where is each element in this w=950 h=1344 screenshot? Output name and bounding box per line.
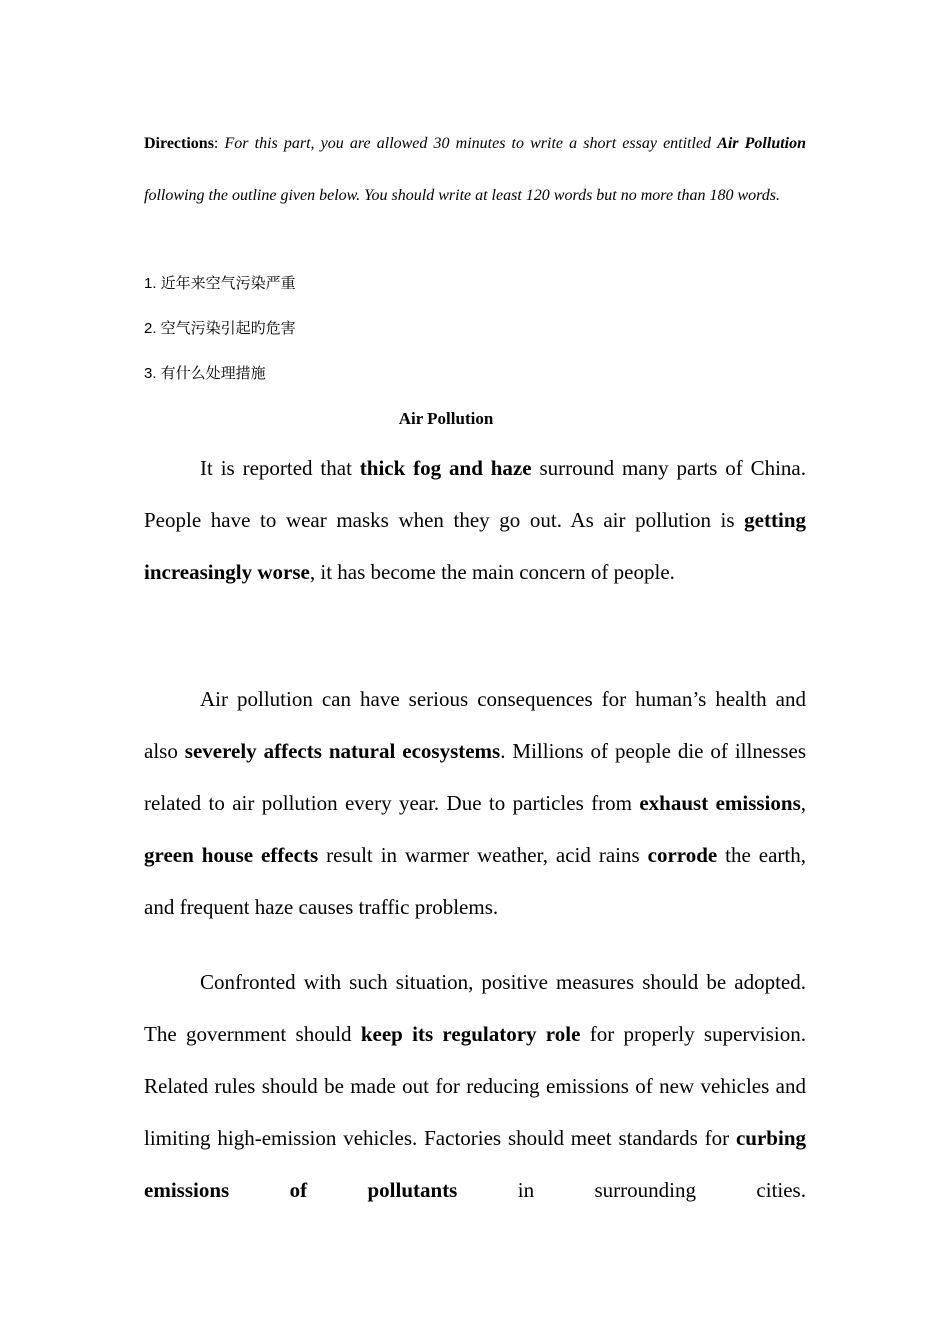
paragraph-text: , [800, 791, 806, 815]
paragraph-text: It is reported that [200, 456, 360, 480]
highlighted-phrase: getting increasingly worse [144, 508, 806, 584]
directions-block [144, 118, 806, 222]
paragraph-text: the earth, and frequent haze causes traffic problems. [144, 843, 807, 919]
highlighted-phrase: exhaust emissions [639, 791, 801, 815]
outline-item-1: 1. 近年来空气污染严重 [144, 275, 296, 292]
paragraph-text: in surrounding cities. [457, 1178, 806, 1202]
essay-paragraph-3 [144, 956, 806, 1216]
directions-label: Directions [144, 135, 214, 152]
paragraph-text: Confronted with such situation, positive measures should be adopted. The government should [144, 970, 806, 1046]
paragraph-text: Air pollution can have serious consequences for human’s health and also [144, 687, 806, 763]
essay-paragraph-2 [144, 673, 806, 933]
paragraph-text: , it has become the main concern of people. [309, 560, 675, 584]
directions-essay-title: Air Pollution [717, 135, 807, 152]
highlighted-phrase: green house effects [144, 843, 319, 867]
directions-text-continued: following the outline given below. You should write at least 120 words but no more than 180 words. [144, 187, 781, 204]
essay-title: Air Pollution [398, 409, 494, 428]
outline-item-3: 3. 有什么处理措施 [144, 365, 266, 382]
paragraph-text: for properly supervision. Related rules should be made out for reducing emissions of new vehicles and limiting high-emission vehicles. Factories should meet standards for [144, 1022, 806, 1150]
paragraph-text: surround many parts of China. People have to wear masks when they go out. As air pollution is [144, 456, 806, 532]
highlighted-phrase: keep its regulatory role [360, 1022, 581, 1046]
outline-item-2: 2. 空气污染引起旳危害 [144, 320, 296, 337]
directions-separator: : [213, 135, 225, 152]
highlighted-phrase: corrode [647, 843, 718, 867]
directions-text: For this part, you are allowed 30 minutes to write a short essay entitled [224, 135, 718, 152]
essay-paragraph-1 [144, 442, 806, 598]
highlighted-phrase: severely affects natural ecosystems [184, 739, 501, 763]
highlighted-phrase: curbing emissions of pollutants [144, 1126, 806, 1202]
paragraph-text: . Millions of people die of illnesses related to air pollution every year. Due to particles from [144, 739, 807, 815]
paragraph-text: result in warmer weather, acid rains [318, 843, 648, 867]
highlighted-phrase: thick fog and haze [359, 456, 532, 480]
